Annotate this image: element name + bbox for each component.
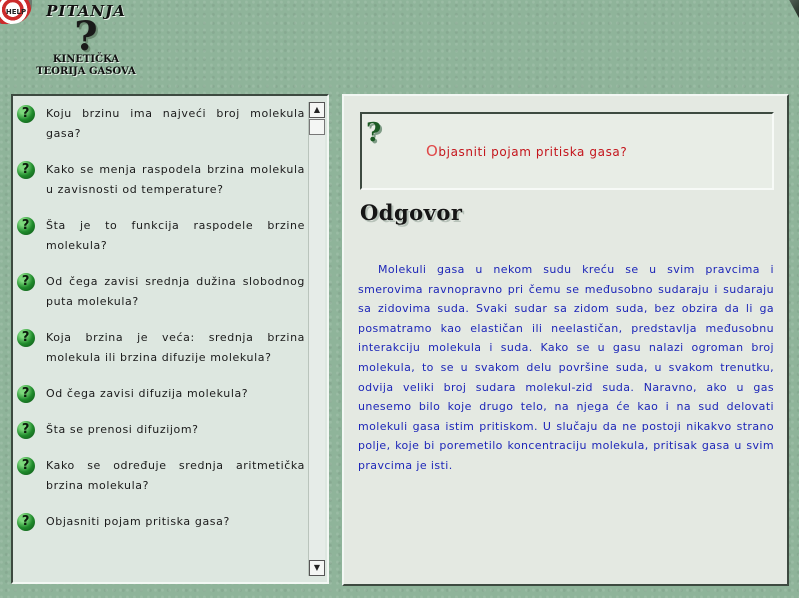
question-list-panel [11, 94, 329, 584]
question-text: Od čega zavisi srednja dužina slobodnog puta molekula? [46, 275, 305, 308]
scroll-up-arrow-icon[interactable]: ▲ [309, 102, 325, 118]
question-item[interactable] [17, 160, 305, 200]
question-icon: ? [17, 161, 35, 179]
question-item[interactable] [17, 216, 305, 256]
question-item[interactable] [17, 456, 305, 496]
question-text: Koja brzina je veća: srednja brzina molekula ili brzina difuzije molekula? [46, 331, 305, 364]
question-mark-icon: ? [74, 13, 98, 60]
question-text: Šta se prenosi difuzijom? [46, 423, 199, 436]
selected-question-text: Objasniti pojam pritiska gasa? [426, 142, 628, 160]
question-item[interactable] [17, 512, 305, 532]
question-icon: ? [17, 385, 35, 403]
app-logo [36, 0, 136, 93]
question-text: Kako se određuje srednja aritmetička brzina molekula? [46, 459, 305, 492]
selected-question-box [360, 112, 774, 190]
question-item[interactable] [17, 384, 305, 404]
question-item[interactable] [17, 104, 305, 144]
question-icon: ? [17, 421, 35, 439]
question-item[interactable] [17, 420, 305, 440]
help-button[interactable]: HELP [0, 0, 32, 24]
logo-title: PITANJA [46, 2, 126, 20]
question-text: Od čega zavisi difuzija molekula? [46, 387, 249, 400]
corner-decoration [785, 0, 799, 18]
scroll-down-arrow-icon[interactable]: ▼ [309, 560, 325, 576]
question-item[interactable] [17, 328, 305, 368]
question-icon: ? [17, 513, 35, 531]
question-mark-icon: ? [366, 118, 382, 148]
answer-panel [342, 94, 789, 586]
question-text: Šta je to funkcija raspodele brzine molekula? [46, 219, 305, 252]
question-list [17, 104, 305, 548]
answer-heading: Odgovor [360, 200, 463, 225]
question-icon: ? [17, 457, 35, 475]
question-list-scrollbar[interactable] [308, 102, 325, 576]
question-text: Kako se menja raspodela brzina molekula u zavisnosti od temperature? [46, 163, 305, 196]
question-icon: ? [17, 217, 35, 235]
scroll-thumb[interactable] [309, 119, 325, 135]
logo-subtitle-line1: KINETIČKA [52, 54, 120, 65]
logo-subtitle-line2: TEORIJA GASOVA [36, 66, 136, 77]
question-text: Objasniti pojam pritiska gasa? [46, 515, 230, 528]
question-text: Koju brzinu ima najveći broj molekula gasa? [46, 107, 305, 140]
question-icon: ? [17, 273, 35, 291]
question-item[interactable] [17, 272, 305, 312]
question-icon: ? [17, 105, 35, 123]
question-icon: ? [17, 329, 35, 347]
answer-text: Molekuli gasa u nekom sudu kreću se u svim pravcima i smerovima ravnopravno pri čemu se međusobno sudaraju i sudaraju sa zidovima suda. Svaki sudar sa zidom suda, bez obzira da li ga posmatramo kao elastičan ili neelastičan, predstavlja međusobnu interakciju molekula i suda. Kako se u gasu nalazi ogroman broj molekula, to se u svakom delu površine suda, u svakom trenutku, odvija veliki broj sudara molekul-zid suda. Naravno, ako u gas unesemo bilo koje drugo telo, na njega će kao i na sud delovati molekuli gasa istim pritiskom. U slučaju da ne postoji nikakvo strano polje, koje bi poremetilo koncentraciju molekula, pritisak gasa u svim pravcima je isti. [358, 263, 774, 472]
